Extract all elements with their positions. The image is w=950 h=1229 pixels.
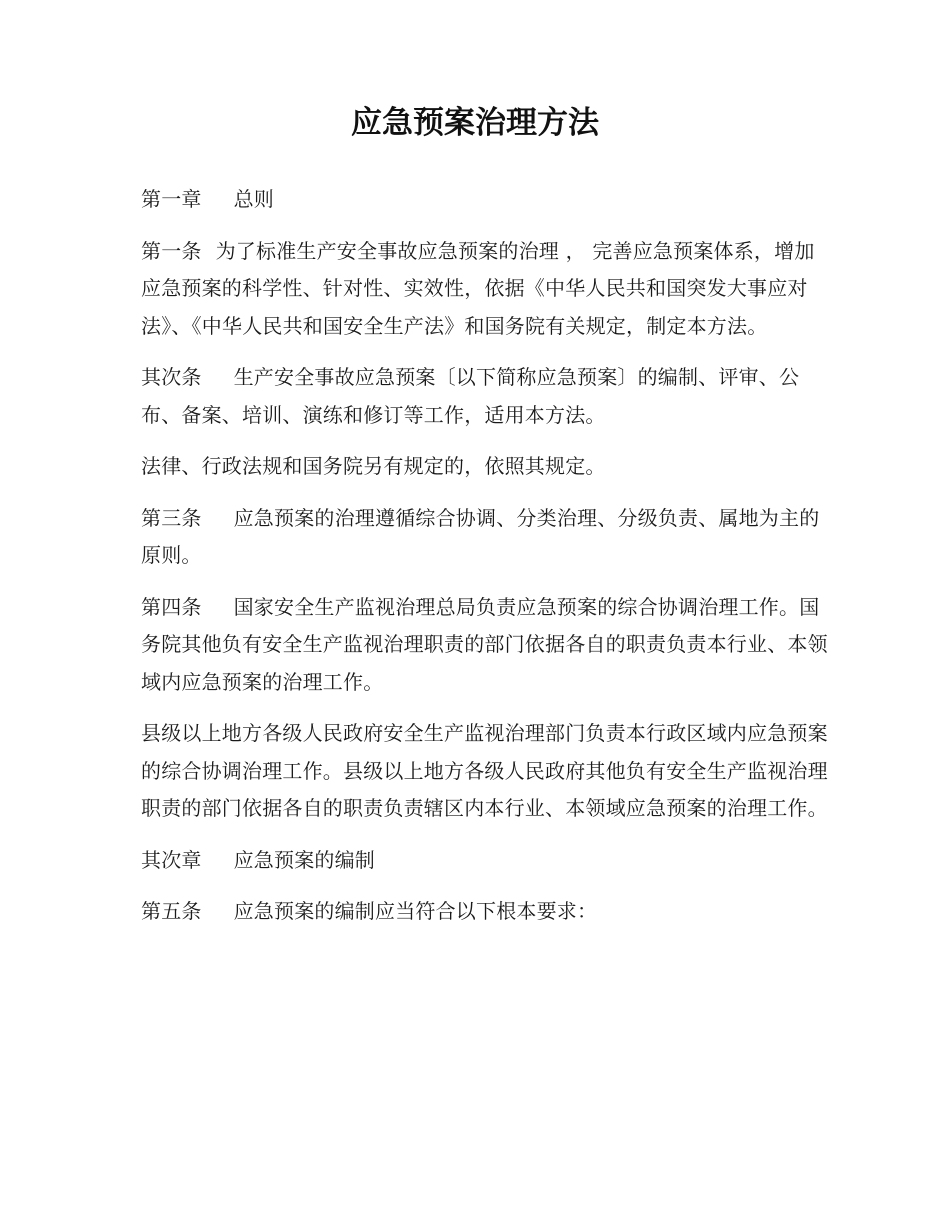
paragraph-text: 总则: [233, 187, 275, 211]
paragraph-label: 其次条: [141, 365, 202, 389]
paragraph-text: 生产安全事故应急预案〔以下简称应急预案〕的编制、评审、公布、备案、培训、演练和修订等工作，适用本方法。: [141, 365, 800, 427]
paragraph-article-2: [141, 359, 831, 434]
paragraph-label: 第三条: [141, 505, 202, 530]
paragraph-chapter-1: [141, 181, 831, 219]
paragraph-text: 为了标准生产安全事故应急预案的治理 ， 完善应急预案体系，增加应急预案的科学性、针对性、实效性，依据《中华人民共和国突发大事应对法》、《中华人民共和国安全生产法》和国务院有关规定，制定本方法。: [141, 238, 815, 338]
paragraph-article-4-local: [141, 715, 831, 828]
paragraph-label: 其次章: [141, 847, 202, 872]
paragraph-chapter-2: [141, 842, 831, 880]
paragraph-text: 县级以上地方各级人民政府安全生产监视治理部门负责本行政区域内应急预案的综合协调治理工作。县级以上地方各级人民政府其他负有安全生产监视治理职责的部门依据各自的职责负责辖区内本行业、本领域应急预案的治理工作。: [141, 721, 828, 820]
paragraph-text: 应急预案的编制: [233, 847, 376, 872]
paragraph-label: 第五条: [141, 899, 202, 923]
paragraph-article-3: [141, 500, 831, 575]
paragraph-label: 第四条: [141, 594, 202, 619]
paragraph-text: 应急预案的治理遵循综合协调、分类治理、分级负责、属地为主的原则。: [141, 505, 820, 567]
paragraph-article-5: [141, 893, 831, 931]
page-title: 应急预案治理方法: [351, 105, 599, 141]
paragraph-label: 第一章: [141, 187, 202, 211]
paragraph-label: 第一条: [141, 238, 202, 263]
paragraph-article-2-note: [141, 448, 831, 486]
paragraph-text: 应急预案的编制应当符合以下根本要求：: [233, 899, 598, 923]
paragraph-article-1: [141, 233, 831, 346]
paragraph-text: 国家安全生产监视治理总局负责应急预案的综合协调治理工作。国务院其他负有安全生产监视治理职责的部门依据各自的职责负责本行业、本领域内应急预案的治理工作。: [141, 594, 828, 694]
paragraph-text: 法律、行政法规和国务院另有规定的，依照其规定。: [141, 454, 606, 478]
paragraph-article-4: [141, 589, 831, 702]
document-body: [141, 181, 831, 945]
